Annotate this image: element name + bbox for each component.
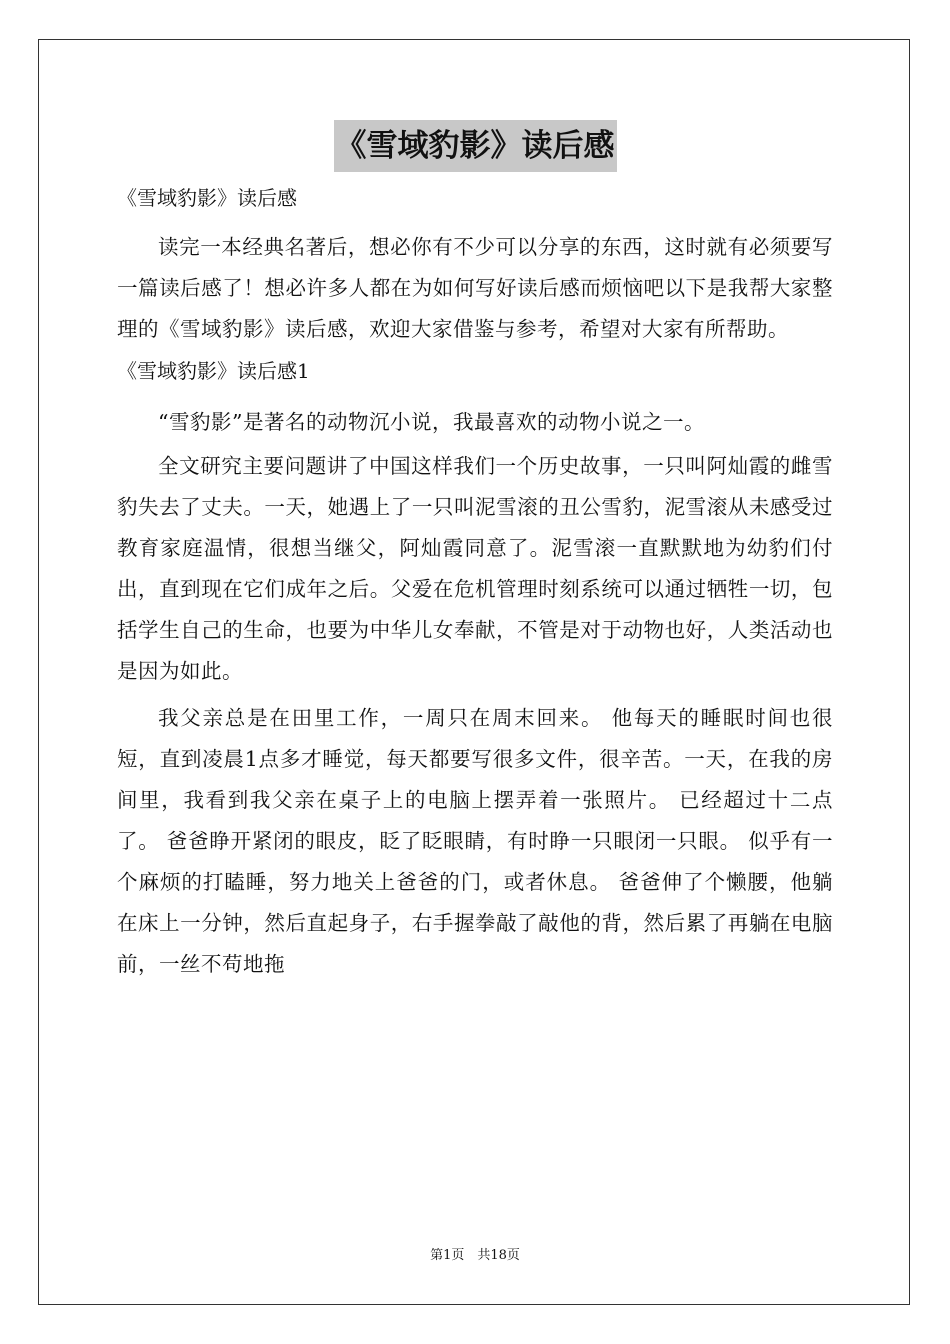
document-body — [117, 183, 833, 985]
title-wrap — [0, 120, 950, 172]
intro-paragraph: 读完一本经典名著后，想必你有不少可以分享的东西，这时就有必须要写一篇读后感了！想必许多人都在为如何写好读后感而烦恼吧以下是我帮大家整理的《雪域豹影》读后感，欢迎大家借鉴与参考，希望对大家有所帮助。 — [117, 235, 833, 341]
body-paragraph: 全文研究主要问题讲了中国这样我们一个历史故事，一只叫阿灿霞的雌雪豹失去了丈夫。一天，她遇上了一只叫泥雪滚的丑公雪豹，泥雪滚从未感受过教育家庭温情，很想当继父，阿灿霞同意了。泥雪滚一直默默地为幼豹们付出，直到现在它们成年之后。父爱在危机管理时刻系统可以通过牺牲一切，包括学生自己的生命，也要为中华儿女奉献，不管是对于动物也好，人类活动也是因为如此。 — [117, 454, 833, 683]
body-paragraph: 我父亲总是在田里工作，一周只在周末回来。 他每天的睡眠时间也很短，直到凌晨1点多才睡觉，每天都要写很多文件，很辛苦。一天，在我的房间里，我看到我父亲在桌子上的电脑上摆弄着一张照片。 已经超过十二点了。 爸爸睁开紧闭的眼皮，眨了眨眼睛，有时睁一只眼闭一只眼。 似乎有一个麻烦的打瞌睡，努力地关上爸爸的门，或者休息。 爸爸伸了个懒腰，他躺在床上一分钟，然后直起身子，右手握拳敲了敲他的背，然后累了再躺在电脑前，一丝不苟地拖 — [117, 706, 833, 976]
subtitle-heading: 《雪域豹影》读后感 — [117, 186, 297, 210]
document-title: 《雪域豹影》读后感 — [334, 120, 617, 172]
body-paragraph: “雪豹影”是著名的动物沉小说，我最喜欢的动物小说之一。 — [158, 410, 705, 434]
section-heading: 《雪域豹影》读后感1 — [117, 359, 310, 383]
page-footer: 第1页 共18页 — [430, 1248, 520, 1263]
